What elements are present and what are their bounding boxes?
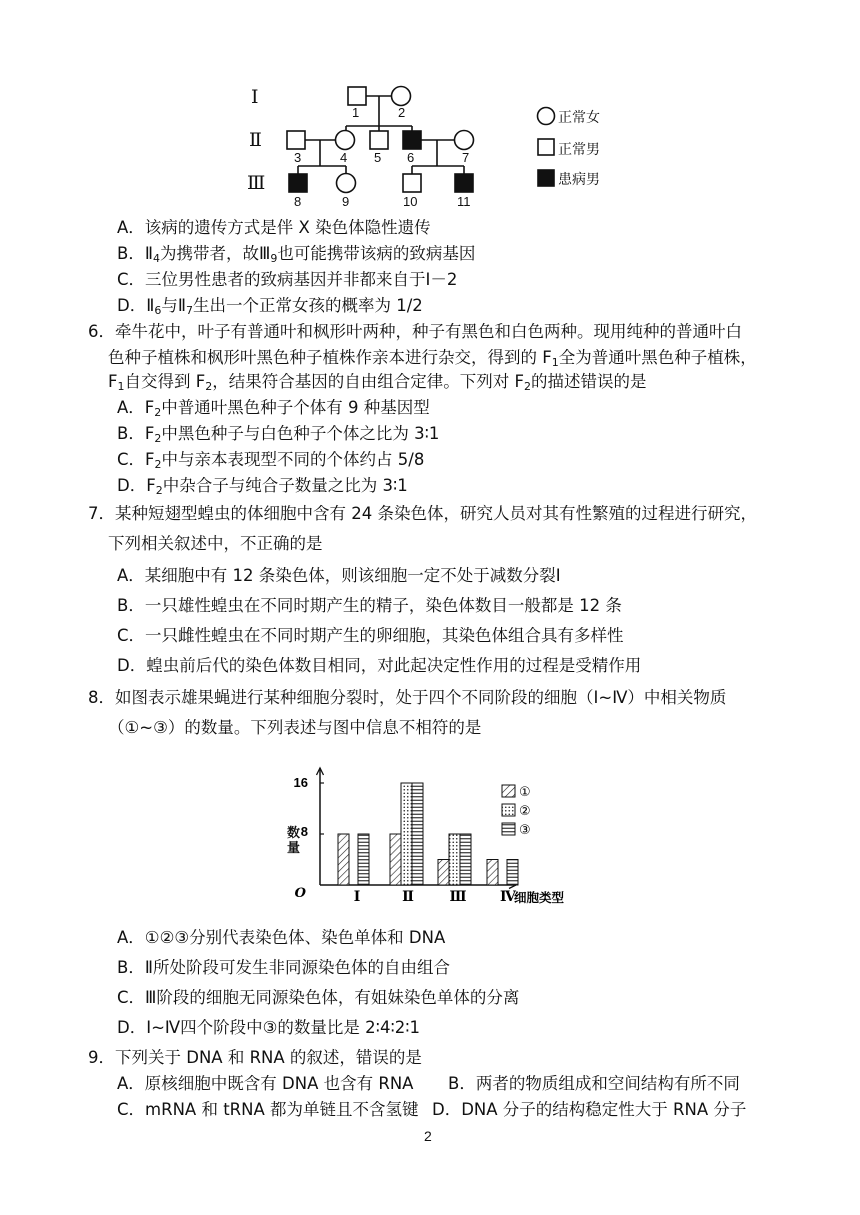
legend-swatch-1 (502, 785, 515, 797)
q9-stem: 9．下列关于 DNA 和 RNA 的叙述，错误的是 (88, 1048, 422, 1067)
pedigree-individual-7 (455, 131, 474, 150)
y-axis-label: 数量 (287, 826, 301, 856)
bar-3-series-3 (460, 834, 471, 885)
x-tick-4: Ⅳ (500, 889, 516, 905)
pedigree-individual-9 (337, 174, 356, 193)
pedigree-individual-11 (455, 174, 473, 192)
individual-number-3: 3 (294, 150, 302, 165)
legend-normal-female-icon (538, 108, 555, 125)
pedigree-individual-4 (336, 131, 355, 150)
legend-label-3: ③ (519, 823, 531, 838)
q5-option-a: A．该病的遗传方式是伴 X 染色体隐性遗传 (117, 218, 431, 237)
q6-stem-line2: 色种子植株和枫形叶黑色种子植株作亲本进行杂交，得到的 $F_1$全为普通叶黑色种子植株， (108, 348, 757, 369)
q8-option-d: D．Ⅰ~Ⅳ四个阶段中③的数量比是 2∶4∶2∶1 (117, 1018, 421, 1037)
origin-label: O (294, 886, 306, 901)
q5-option-c: C．三位男性患者的致病基因并非都来自于Ⅰ－2 (117, 270, 458, 289)
x-tick-1: Ⅰ (353, 889, 361, 905)
generation-label-2: Ⅱ (249, 129, 262, 151)
individual-number-1: 1 (352, 105, 360, 120)
generation-label-3: Ⅲ (247, 172, 266, 194)
legend-normal-male-icon (538, 139, 554, 155)
q5-option-b: B．$Ⅱ_4$为携带者，故$Ⅲ_9$也可能携带该病的致病基因 (117, 244, 476, 265)
individual-number-4: 4 (340, 150, 348, 165)
q5-option-d: D．$Ⅱ_6$与$Ⅱ_7$生出一个正常女孩的概率为 1/2 (117, 296, 423, 317)
q8-option-c: C．Ⅲ阶段的细胞无同源染色体，有姐妹染色单体的分离 (117, 988, 520, 1007)
q9-option-d: D．DNA 分子的结构稳定性大于 RNA 分子 (432, 1100, 747, 1119)
bar-chart (280, 760, 590, 910)
bar-2-series-2 (401, 783, 412, 885)
individual-number-6: 6 (407, 150, 415, 165)
individual-number-11: 11 (457, 194, 471, 209)
pedigree-individual-5 (370, 131, 388, 149)
pedigree-individual-1 (348, 87, 366, 105)
bar-4-series-3 (507, 860, 518, 886)
legend-swatch-3 (502, 823, 515, 835)
q6-option-d: D．$F_2$中杂合子与纯合子数量之比为 3∶1 (117, 476, 408, 497)
q8-stem-line2: （①~③）的数量。下列表述与图中信息不相符的是 (108, 718, 482, 737)
bar-1-series-3 (358, 834, 369, 885)
q8-stem-line1: 8．如图表示雄果蝇进行某种细胞分裂时，处于四个不同阶段的细胞（Ⅰ~Ⅳ）中相关物质 (88, 688, 727, 707)
individual-number-2: 2 (398, 105, 406, 120)
pedigree-individual-2 (392, 87, 411, 106)
x-tick-3: Ⅲ (449, 889, 467, 905)
legend-normal-male: 正常男 (558, 142, 600, 158)
q7-stem-line2: 下列相关叙述中，不正确的是 (108, 534, 323, 553)
legend-label-1: ① (519, 785, 531, 800)
x-axis-label: 细胞类型 (514, 890, 565, 905)
pedigree-individual-10 (403, 174, 421, 192)
q7-option-a: A．某细胞中有 12 条染色体，则该细胞一定不处于减数分裂Ⅰ (117, 566, 561, 585)
bar-2-series-3 (412, 783, 423, 885)
page-number: 2 (424, 1128, 432, 1144)
q9-option-a: A．原核细胞中既含有 DNA 也含有 RNA (117, 1074, 414, 1093)
individual-number-5: 5 (374, 150, 382, 165)
legend-affected-male-icon (538, 170, 554, 186)
legend-normal-female: 正常女 (558, 110, 600, 126)
q7-stem-line1: 7．某种短翅型蝗虫的体细胞中含有 24 条染色体，研究人员对其有性繁殖的过程进行研究， (88, 504, 757, 523)
q7-option-b: B．一只雄性蝗虫在不同时期产生的精子，染色体数目一般都是 12 条 (117, 596, 622, 615)
q9-option-b: B．两者的物质组成和空间结构有所不同 (448, 1074, 740, 1093)
legend-affected-male: 患病男 (558, 172, 600, 188)
q6-stem-line3: $F_1$自交得到 $F_2$，结果符合基因的自由组合定律。下列对 $F_2$的描述错误的是 (108, 372, 647, 393)
x-tick-2: Ⅱ (402, 889, 414, 905)
generation-label-1: Ⅰ (251, 86, 259, 108)
q6-option-b: B．$F_2$中黑色种子与白色种子个体之比为 3∶1 (117, 424, 440, 445)
bar-2-series-1 (390, 834, 401, 885)
q6-stem-line1: 6．牵牛花中，叶子有普通叶和枫形叶两种，种子有黑色和白色两种。现用纯种的普通叶白 (88, 322, 742, 341)
q7-option-d: D．蝗虫前后代的染色体数目相同，对此起决定性作用的过程是受精作用 (117, 656, 642, 675)
bar-3-series-1 (438, 860, 449, 886)
y-tick-16: 16 (293, 775, 308, 790)
q8-option-b: B．Ⅱ所处阶段可发生非同源染色体的自由组合 (117, 958, 450, 977)
individual-number-9: 9 (342, 194, 350, 209)
pedigree-individual-8 (289, 174, 307, 192)
bar-3-series-2 (449, 834, 460, 885)
pedigree-individual-6 (403, 131, 421, 149)
pedigree-individual-3 (287, 131, 305, 149)
legend-label-2: ② (519, 804, 531, 819)
q7-option-c: C．一只雌性蝗虫在不同时期产生的卵细胞，其染色体组合具有多样性 (117, 626, 624, 645)
y-tick-8: 8 (300, 824, 308, 839)
individual-number-10: 10 (403, 194, 418, 209)
q6-option-c: C．$F_2$中与亲本表现型不同的个体约占 5/8 (117, 450, 425, 471)
bar-4-series-1 (487, 860, 498, 886)
q8-option-a: A．①②③分别代表染色体、染色单体和 DNA (117, 928, 446, 947)
bar-1-series-1 (338, 834, 349, 885)
individual-number-7: 7 (462, 150, 470, 165)
q6-option-a: A．$F_2$中普通叶黑色种子个体有 9 种基因型 (117, 398, 430, 419)
q9-option-c: C．mRNA 和 tRNA 都为单链且不含氢键 (117, 1100, 419, 1119)
legend-swatch-2 (502, 804, 515, 816)
individual-number-8: 8 (294, 194, 302, 209)
